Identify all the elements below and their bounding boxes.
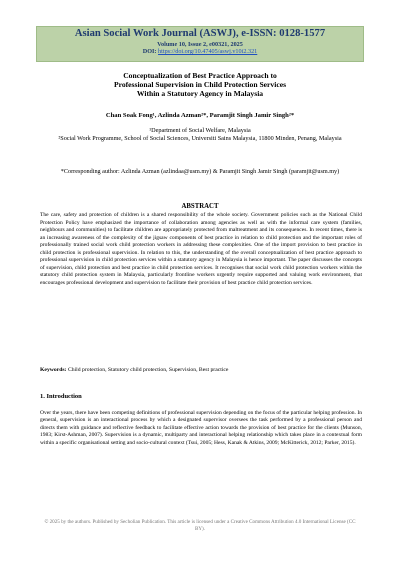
affiliations bbox=[40, 127, 360, 142]
affiliation-1: ¹Department of Social Welfare, Malaysia bbox=[149, 127, 251, 134]
keywords bbox=[40, 367, 362, 375]
doi-line bbox=[37, 48, 363, 55]
abstract-text: The care, safety and protection of children is a shared responsibility of the whole society. Government policies such as the National Child Protection Policy have emphasized the importance of collaboration among agencies as well as with the informal care system (families, neighbours and communities) to facilitate children are appropriately protected from maltreatment and its consequences. In recent times, there is an increasing awareness of the complexity of the jigsaw components of best practice in relation to child protection and the important roles of professionally trained social work child protection workers in addressing these complexities. One of the import provision to best practice in child protection is professional supervision. In relation to this, the understanding of the overall conceptualization of best practice approach to professional supervision in child protection services within a statutory agency in Malaysia is hence important. The paper discusses the concepts of supervision, child protection and best practice in child protection services. It recognises that social work child protection workers within the statutory child protection system in Malaysia, particularly frontline workers urgently require supported and valuing work environment, that encourages professional development and supervision to facilitate their provision of best practice child protection services. bbox=[40, 212, 362, 286]
keywords-label: Keywords: bbox=[40, 367, 67, 373]
affiliation-2: ²Social Work Programme, School of Social Sciences, Universiti Sains Malaysia, 11800 Minden, Penang, Malaysia bbox=[58, 134, 342, 142]
corresponding-author: *Corresponding author: Azlinda Azman (azlindaa@usm.my) & Paramjit Singh Jamir Singh (paramjit@usm.my) bbox=[60, 168, 340, 175]
abstract-heading: ABSTRACT bbox=[181, 203, 219, 210]
doi-label: DOI: bbox=[142, 48, 157, 55]
article-title bbox=[40, 71, 360, 98]
title-line: Professional Supervision in Child Protection Services bbox=[113, 80, 287, 89]
author-list: Chan Soak Fong¹, Azlinda Azman²*, Paramjit Singh Jamir Singh²* bbox=[105, 112, 295, 119]
title-line: Within a Statutory Agency in Malaysia bbox=[136, 89, 264, 98]
introduction-text: Over the years, there have been competing definitions of professional supervision depending on the focus of the particular helping profession. In general, supervision is an interactional process by which a designated supervisor oversees the task performed by a professional person and directs them with guidance and reflective feedback to facilitate effective action towards the provision of best practice for the clients (Munson, 1983; Kirst-Ashman, 2007). Supervision is a dynamic, multiparty and interactional helping relationship which takes place in a contextual form within a specific organisational setting and socio-cultural context (Tsui, 2005; Hess, Kanak & Atkins, 2009; McKitterick, 2012; Parker, 2015). bbox=[40, 410, 362, 446]
license-footer: © 2025 by the authors. Published by Secholian Publication. This article is licensed under a Creative Commons Attribution 4.0 International License (CC BY). bbox=[44, 519, 356, 532]
journal-title: Asian Social Work Journal (ASWJ), e-ISSN: 0128-1577 bbox=[74, 28, 326, 39]
keywords-text: Child protection, Statutory child protection, Supervision, Best practice bbox=[67, 367, 229, 373]
volume-issue: Volume 10, Issue 2, e00321, 2025 bbox=[157, 41, 243, 48]
journal-banner bbox=[36, 26, 364, 62]
doi-link[interactable]: https://doi.org/10.47405/aswj.v10i2.321 bbox=[158, 48, 258, 55]
section-heading-introduction: 1. Introduction bbox=[40, 393, 82, 400]
title-line: Conceptualization of Best Practice Approach to bbox=[123, 71, 277, 80]
